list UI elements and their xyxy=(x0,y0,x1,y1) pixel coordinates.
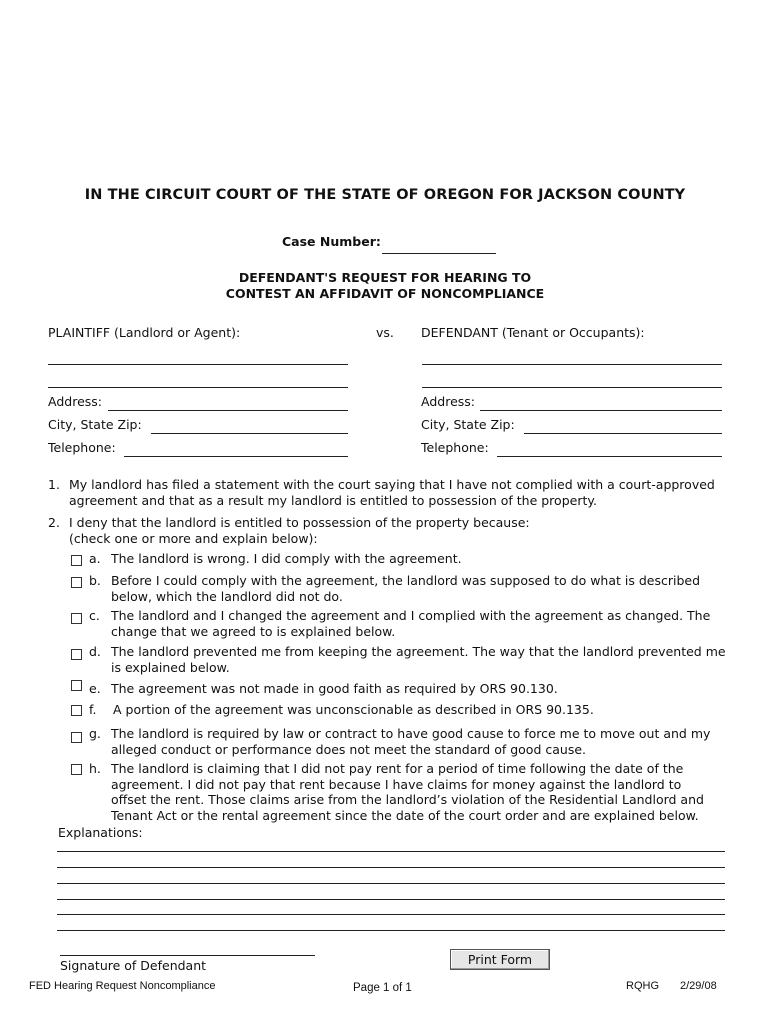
plaintiff-city-field[interactable] xyxy=(151,433,348,434)
defendant-name-field-2[interactable] xyxy=(422,387,722,388)
item-2-number: 2. xyxy=(48,515,60,530)
explanation-line[interactable] xyxy=(57,851,725,852)
defendant-address-label: Address: xyxy=(421,394,475,409)
option-c-text xyxy=(111,608,751,639)
defendant-name-field-1[interactable] xyxy=(422,364,722,365)
case-number-field[interactable] xyxy=(382,253,496,254)
option-a-letter: a. xyxy=(89,551,101,566)
signature-field[interactable] xyxy=(60,955,315,956)
court-title: IN THE CIRCUIT COURT OF THE STATE OF OREGON FOR JACKSON COUNTY xyxy=(84,187,686,203)
footer-date: 2/29/08 xyxy=(680,980,717,992)
option-d-checkbox[interactable] xyxy=(71,649,82,660)
option-e-checkbox[interactable] xyxy=(71,680,82,691)
defendant-label: DEFENDANT (Tenant or Occupants): xyxy=(421,325,645,340)
explanation-line[interactable] xyxy=(57,883,725,884)
explanations-label: Explanations: xyxy=(58,825,143,840)
option-b-text xyxy=(111,573,751,604)
signature-label: Signature of Defendant xyxy=(60,958,207,973)
option-line: The landlord is claiming that I did not pay rent for a period of time following the date of the xyxy=(111,761,684,776)
plaintiff-telephone-field[interactable] xyxy=(124,456,348,457)
option-h-letter: h. xyxy=(89,761,101,776)
option-g-checkbox[interactable] xyxy=(71,732,82,743)
case-number-label: Case Number: xyxy=(282,234,381,249)
explanation-line[interactable] xyxy=(57,914,725,915)
option-line: below, which the landlord did not do. xyxy=(111,588,343,604)
option-c-letter: c. xyxy=(89,608,100,623)
defendant-telephone-field[interactable] xyxy=(497,456,722,457)
option-h-checkbox[interactable] xyxy=(71,764,82,775)
option-a-checkbox[interactable] xyxy=(71,555,82,566)
defendant-city-label: City, State Zip: xyxy=(421,417,515,432)
plaintiff-city-label: City, State Zip: xyxy=(48,417,142,432)
option-g-letter: g. xyxy=(89,726,101,741)
item-1-number: 1. xyxy=(48,477,60,492)
option-line: offset the rent. Those claims arise from the landlord’s violation of the Residential Landlord and xyxy=(111,792,704,807)
option-line: change that we agreed to is explained below. xyxy=(111,623,396,639)
option-c-checkbox[interactable] xyxy=(71,613,82,624)
option-line: Before I could comply with the agreement, the landlord was supposed to do what is described xyxy=(111,573,701,588)
option-line: The agreement was not made in good faith as required by ORS 90.130. xyxy=(111,681,558,696)
option-g-text xyxy=(111,726,751,757)
option-e-text xyxy=(111,681,751,697)
item-2-line: (check one or more and explain below): xyxy=(69,530,318,546)
form-title xyxy=(0,270,770,302)
explanation-line[interactable] xyxy=(57,930,725,931)
option-f-checkbox[interactable] xyxy=(71,705,82,716)
option-f-text xyxy=(113,702,753,718)
option-line: The landlord is wrong. I did comply with the agreement. xyxy=(111,551,462,566)
item-2-line: I deny that the landlord is entitled to possession of the property because: xyxy=(69,515,530,530)
form-title-line1: DEFENDANT'S REQUEST FOR HEARING TO xyxy=(238,270,532,285)
footer-page-number: Page 1 of 1 xyxy=(353,982,412,994)
explanation-line[interactable] xyxy=(57,867,725,868)
explanation-line[interactable] xyxy=(57,899,725,900)
option-line: A portion of the agreement was unconscionable as described in ORS 90.135. xyxy=(113,702,594,717)
item-1-line: agreement and that as a result my landlord is entitled to possession of the property. xyxy=(69,492,597,508)
defendant-address-field[interactable] xyxy=(480,410,722,411)
plaintiff-address-label: Address: xyxy=(48,394,102,409)
print-form-button[interactable]: Print Form xyxy=(450,949,550,970)
item-1-text xyxy=(69,477,749,508)
option-h-text xyxy=(111,761,751,823)
defendant-city-field[interactable] xyxy=(524,433,722,434)
defendant-telephone-label: Telephone: xyxy=(421,440,489,455)
option-b-letter: b. xyxy=(89,573,101,588)
option-line: Tenant Act or the rental agreement since the date of the court order and are explained below. xyxy=(111,807,699,823)
option-d-text xyxy=(111,644,761,675)
option-line: agreement. I did not pay that rent because I have claims for money against the landlord to xyxy=(111,776,682,792)
item-2-text xyxy=(69,515,749,546)
option-line: The landlord is required by law or contract to have good cause to force me to move out and my xyxy=(111,726,711,741)
option-e-letter: e. xyxy=(89,681,101,696)
option-line: alleged conduct or performance does not meet the standard of good cause. xyxy=(111,741,586,757)
plaintiff-telephone-label: Telephone: xyxy=(48,440,116,455)
footer-form-name: FED Hearing Request Noncompliance xyxy=(29,980,216,992)
option-line: The landlord and I changed the agreement and I complied with the agreement as changed. The xyxy=(111,608,711,623)
item-1-line: My landlord has filed a statement with the court saying that I have not complied with a court-approved xyxy=(69,477,715,492)
option-a-text xyxy=(111,551,751,567)
plaintiff-address-field[interactable] xyxy=(108,410,348,411)
option-line: is explained below. xyxy=(111,659,230,675)
form-title-line2: CONTEST AN AFFIDAVIT OF NONCOMPLIANCE xyxy=(225,286,545,301)
option-line: The landlord prevented me from keeping the agreement. The way that the landlord prevented me xyxy=(111,644,726,659)
plaintiff-label: PLAINTIFF (Landlord or Agent): xyxy=(48,325,241,340)
option-f-letter: f. xyxy=(89,702,97,717)
vs-label: vs. xyxy=(376,325,394,340)
plaintiff-name-field-2[interactable] xyxy=(48,387,348,388)
plaintiff-name-field-1[interactable] xyxy=(48,364,348,365)
footer-code: RQHG xyxy=(626,980,659,992)
option-d-letter: d. xyxy=(89,644,101,659)
option-b-checkbox[interactable] xyxy=(71,577,82,588)
